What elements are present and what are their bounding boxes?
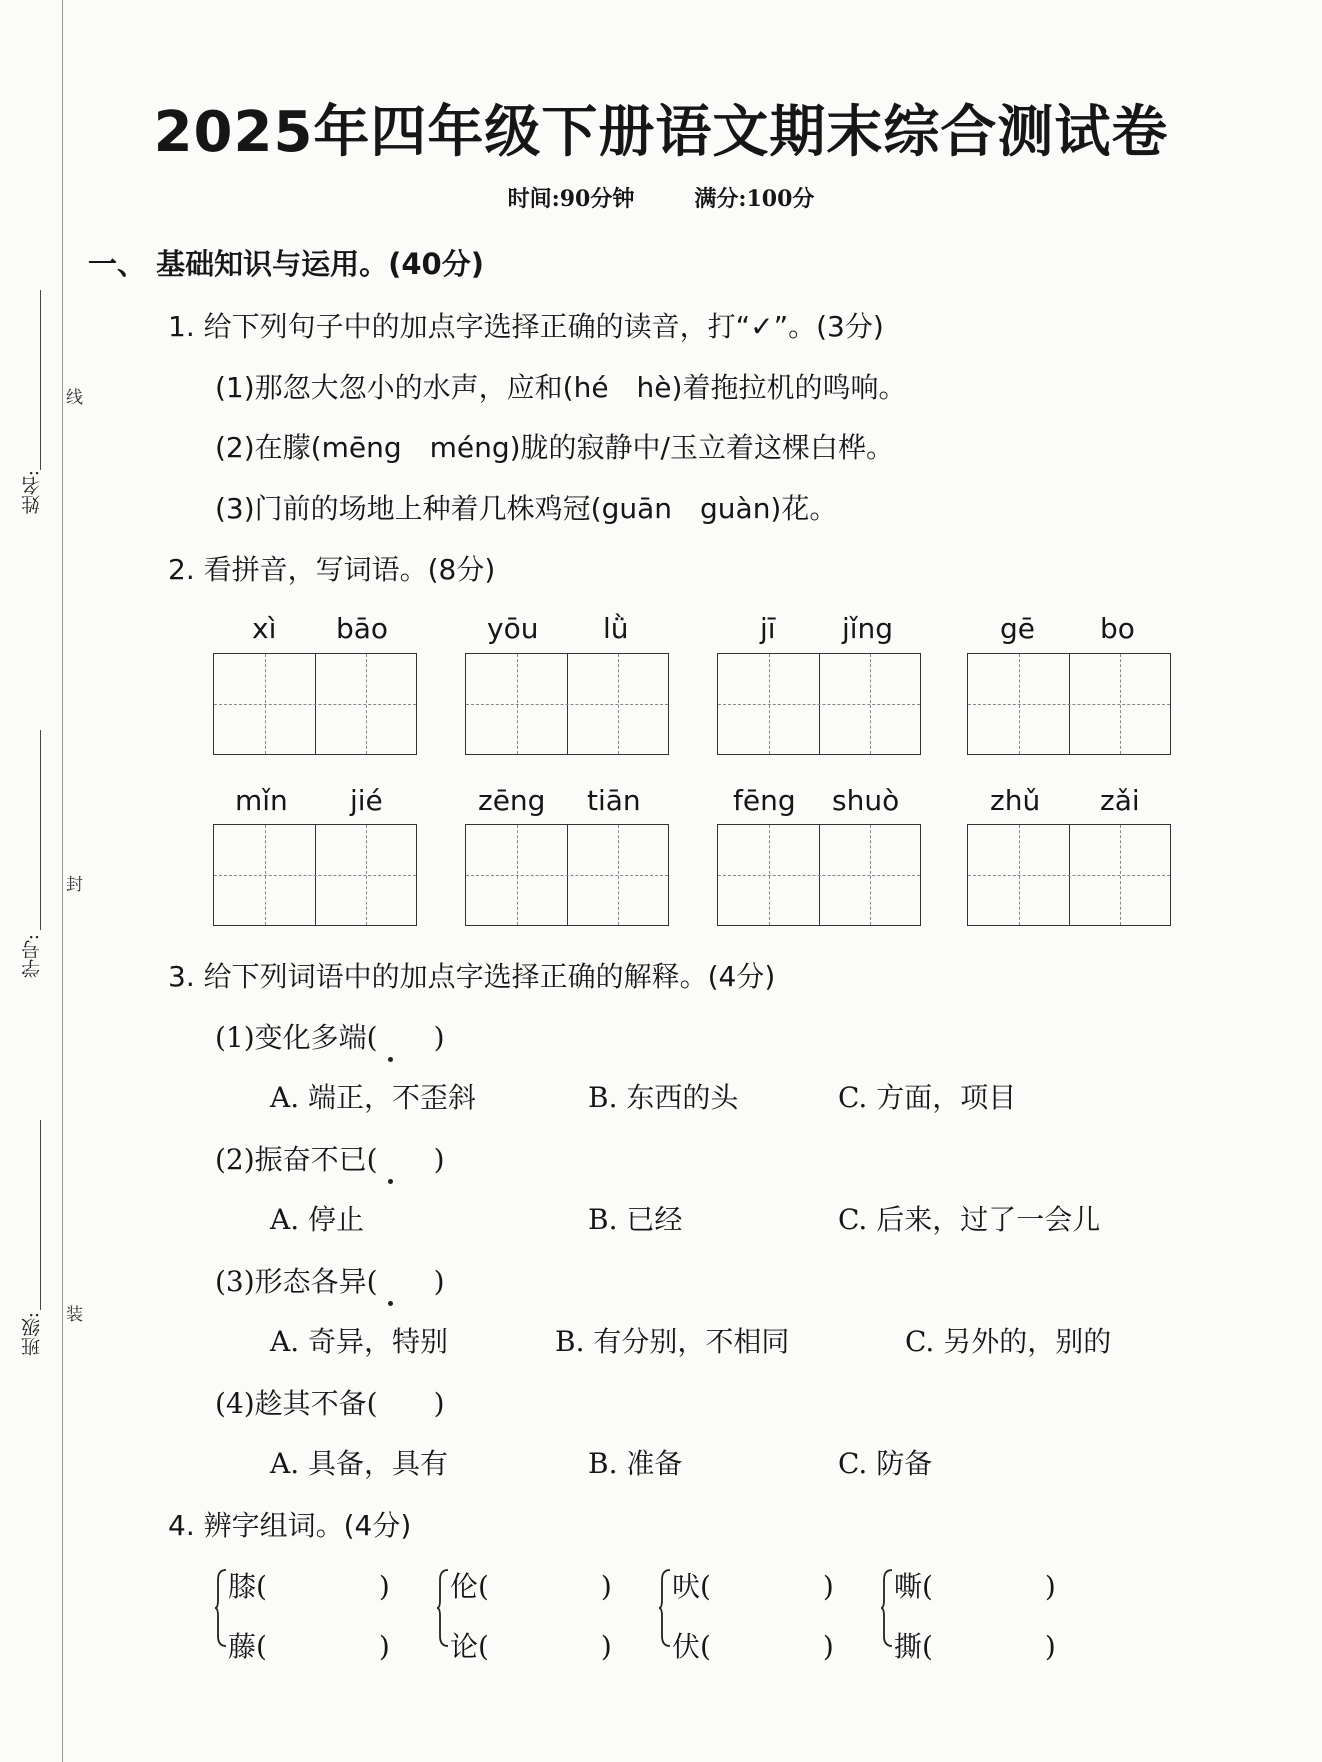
pinyin: jié	[350, 784, 383, 817]
emphasis-dot	[388, 1057, 393, 1062]
name-label: 姓名:	[21, 470, 43, 515]
writing-grid[interactable]	[717, 824, 921, 926]
q3-word-1[interactable]: (1)变化多端( )	[215, 1021, 445, 1054]
q3-option-b[interactable]: B. 已经	[588, 1203, 683, 1236]
pinyin: lǜ	[603, 612, 629, 645]
exam-meta	[0, 182, 1322, 213]
q3-option-b[interactable]: B. 东西的头	[588, 1081, 739, 1114]
pinyin: bāo	[336, 612, 389, 645]
q3-prompt: 3. 给下列词语中的加点字选择正确的解释。(4分)	[168, 960, 776, 993]
q3-option-b[interactable]: B. 准备	[588, 1447, 683, 1480]
q4-prompt: 4. 辨字组词。(4分)	[168, 1509, 412, 1542]
class-label: 班级:	[21, 1312, 43, 1357]
emphasis-dot	[388, 1301, 393, 1306]
brace-icon	[436, 1568, 450, 1648]
pinyin: zǎi	[1100, 784, 1140, 817]
writing-grid[interactable]	[967, 824, 1171, 926]
writing-grid[interactable]	[967, 653, 1171, 755]
student-id-blank[interactable]	[40, 730, 41, 930]
pinyin: yōu	[487, 612, 539, 645]
pinyin: xì	[252, 612, 277, 645]
q1-item-1[interactable]: (1)那忽大忽小的水声，应和(hé hè)着拖拉机的鸣响。	[215, 371, 907, 404]
emphasis-dot	[388, 1179, 393, 1184]
q3-word-4[interactable]: (4)趁其不备( )	[215, 1387, 445, 1420]
q1-item-2[interactable]: (2)在朦(mēng méng)胧的寂静中/玉立着这棵白桦。	[215, 431, 894, 464]
student-id-label: 学号:	[21, 934, 43, 979]
q1-prompt: 1. 给下列句子中的加点字选择正确的读音，打“✓”。(3分)	[168, 310, 884, 343]
writing-grid[interactable]	[465, 653, 669, 755]
binding-margin	[0, 0, 80, 1762]
q4-pair-top[interactable]: 吠( )	[672, 1570, 834, 1603]
pinyin: gē	[1000, 612, 1035, 645]
line-mark: 线	[62, 388, 82, 405]
q3-word-3[interactable]: (3)形态各异( )	[215, 1265, 445, 1298]
section1-heading: 一、 基础知识与运用。(40分)	[88, 247, 484, 281]
q3-option-c[interactable]: C. 另外的，别的	[905, 1325, 1112, 1358]
q3-option-c[interactable]: C. 后来，过了一会儿	[838, 1203, 1101, 1236]
name-blank[interactable]	[40, 290, 41, 470]
pinyin: bo	[1100, 612, 1135, 645]
q3-option-a[interactable]: A. 奇异，特别	[270, 1325, 449, 1358]
time-limit: 时间:90分钟	[507, 186, 635, 212]
q3-option-a[interactable]: A. 具备，具有	[270, 1447, 449, 1480]
q1-item-3[interactable]: (3)门前的场地上种着几株鸡冠(guān guàn)花。	[215, 492, 838, 525]
pinyin: jǐng	[842, 612, 894, 645]
q3-option-b[interactable]: B. 有分别，不相同	[555, 1325, 790, 1358]
writing-grid[interactable]	[213, 653, 417, 755]
q4-pair-top[interactable]: 膝( )	[228, 1570, 390, 1603]
pinyin: zēng	[478, 784, 546, 817]
q4-pair-bottom[interactable]: 藤( )	[228, 1630, 390, 1663]
bind-mark: 装	[62, 1305, 82, 1322]
q3-option-c[interactable]: C. 方面，项目	[838, 1081, 1017, 1114]
brace-icon	[658, 1568, 672, 1648]
writing-grid[interactable]	[717, 653, 921, 755]
writing-grid[interactable]	[465, 824, 669, 926]
q4-pair-top[interactable]: 伦( )	[450, 1570, 612, 1603]
q4-pair-bottom[interactable]: 伏( )	[672, 1630, 834, 1663]
pinyin: fēng	[733, 784, 796, 817]
pinyin: mǐn	[235, 784, 288, 817]
class-blank[interactable]	[40, 1120, 41, 1310]
q3-option-a[interactable]: A. 端正，不歪斜	[270, 1081, 477, 1114]
q4-pair-top[interactable]: 嘶( )	[894, 1570, 1056, 1603]
q4-pair-bottom[interactable]: 论( )	[450, 1630, 612, 1663]
pinyin: tiān	[587, 784, 641, 817]
full-score: 满分:100分	[694, 186, 815, 212]
pinyin: jī	[760, 612, 776, 645]
pinyin: shuò	[832, 784, 900, 817]
pinyin: zhǔ	[990, 784, 1041, 817]
q3-word-2[interactable]: (2)振奋不已( )	[215, 1143, 445, 1176]
writing-grid[interactable]	[213, 824, 417, 926]
q3-option-a[interactable]: A. 停止	[270, 1203, 365, 1236]
q2-prompt: 2. 看拼音，写词语。(8分)	[168, 553, 496, 586]
brace-icon	[880, 1568, 894, 1648]
q3-option-c[interactable]: C. 防备	[838, 1447, 933, 1480]
q4-pair-bottom[interactable]: 撕( )	[894, 1630, 1056, 1663]
exam-title: 2025年四年级下册语文期末综合测试卷	[153, 100, 1169, 165]
seal-mark: 封	[62, 875, 82, 892]
brace-icon	[214, 1568, 228, 1648]
